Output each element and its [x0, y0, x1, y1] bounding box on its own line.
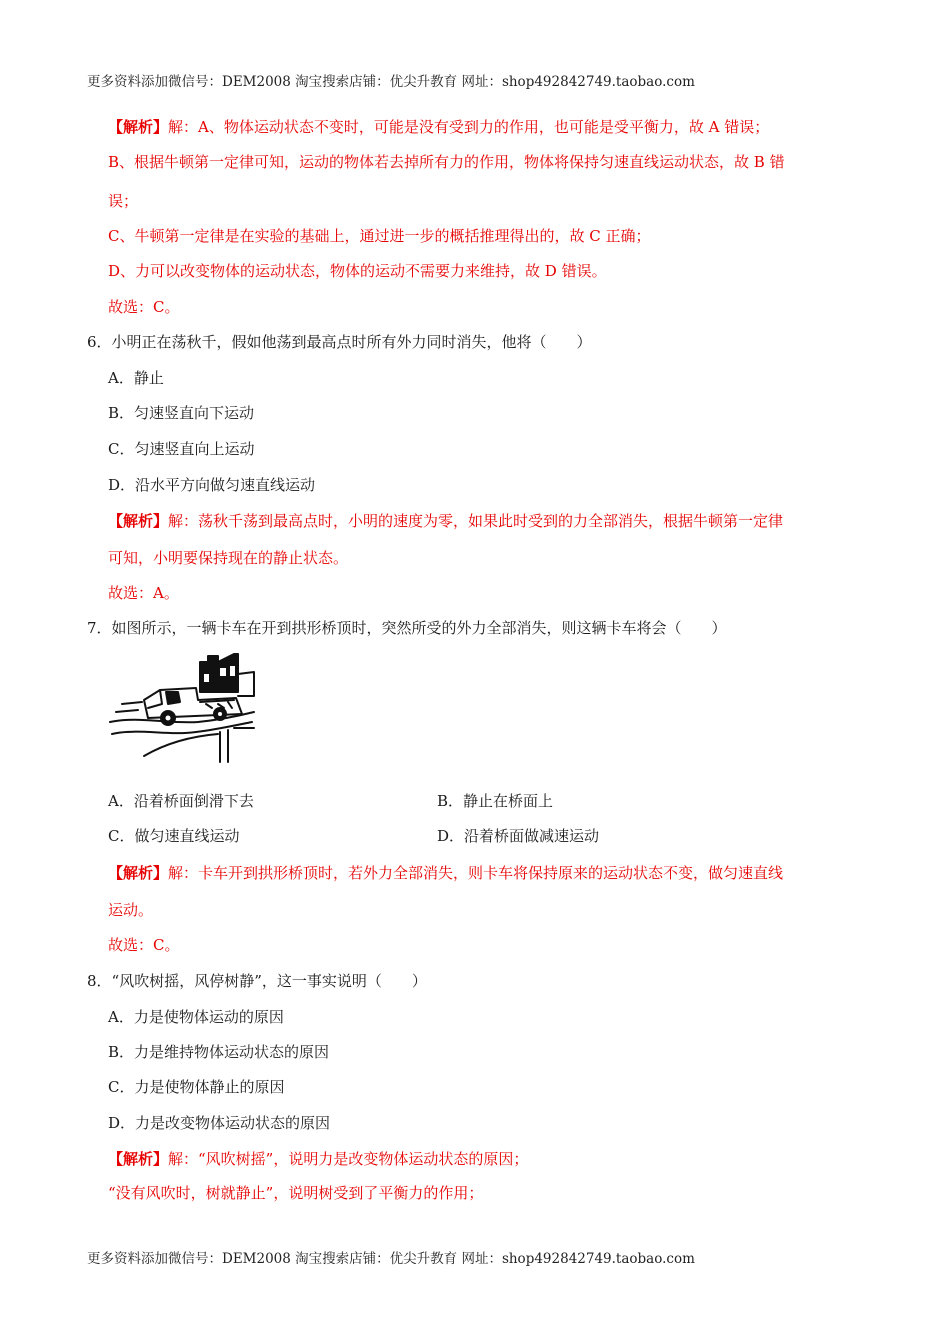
- q7-answer: 故选：C。: [108, 936, 180, 954]
- analysis-tag: 【解析】: [108, 864, 169, 882]
- q7-option-d: D．沿着桥面做减速运动: [437, 827, 600, 845]
- q5-analysis-line-5: D、力可以改变物体的运动状态，物体的运动不需要力来维持，故 D 错误。: [108, 262, 607, 280]
- q8-analysis-line-2: “没有风吹时，树就静止”，说明树受到了平衡力的作用；: [108, 1184, 484, 1202]
- q7-stem: 7．如图所示，一辆卡车在开到拱形桥顶时，突然所受的外力全部消失，则这辆卡车将会（ ）: [87, 619, 727, 637]
- q7-option-a: A．沿着桥面倒滑下去: [108, 792, 254, 810]
- q6-analysis-line-2: 可知，小明要保持现在的静止状态。: [108, 549, 349, 567]
- q7-analysis-line-1: [108, 863, 783, 883]
- q5-analysis-line-2: B、根据牛顿第一定律可知，运动的物体若去掉所有力的作用，物体将保持匀速直线运动状态，故 B 错: [108, 153, 785, 171]
- q6-option-c: C．匀速竖直向上运动: [108, 440, 255, 458]
- q7-option-c: C．做匀速直线运动: [108, 827, 240, 845]
- truck-on-arch-bridge-figure: [108, 652, 258, 764]
- q8-analysis-line-1: [108, 1149, 528, 1169]
- analysis-text: 解：卡车开到拱形桥顶时，若外力全部消失，则卡车将保持原来的运动状态不变，做匀速直线: [168, 864, 784, 882]
- q5-analysis-line-1: [108, 117, 769, 137]
- q8-option-c: C．力是使物体静止的原因: [108, 1078, 285, 1096]
- q5-analysis-line-3: 误；: [108, 192, 139, 210]
- q8-option-a: A．力是使物体运动的原因: [108, 1008, 284, 1026]
- q6-analysis-line-1: [108, 511, 783, 531]
- analysis-text: 解：“风吹树摇”，说明力是改变物体运动状态的原因；: [168, 1150, 529, 1168]
- q6-answer: 故选：A。: [108, 584, 179, 602]
- q5-analysis-line-4: C、牛顿第一定律是在实验的基础上，通过进一步的概括推理得出的，故 C 正确；: [108, 227, 651, 245]
- q6-stem: 6．小明正在荡秋千，假如他荡到最高点时所有外力同时消失，他将（ ）: [87, 333, 592, 351]
- analysis-text: 解：A、物体运动状态不变时，可能是没有受到力的作用，也可能是受平衡力，故 A 错误；: [168, 118, 770, 136]
- q6-option-b: B．匀速竖直向下运动: [108, 404, 255, 422]
- analysis-tag: 【解析】: [108, 118, 169, 136]
- analysis-text: 解：荡秋千荡到最高点时，小明的速度为零，如果此时受到的力全部消失，根据牛顿第一定律: [168, 512, 784, 530]
- page-header: 更多资料添加微信号：DEM2008 淘宝搜索店铺：优尖升教育 网址：shop492842749.taobao.com: [87, 74, 695, 90]
- q7-option-b: B．静止在桥面上: [437, 792, 554, 810]
- q6-option-d: D．沿水平方向做匀速直线运动: [108, 476, 316, 494]
- q6-option-a: A．静止: [108, 369, 164, 387]
- q5-answer: 故选：C。: [108, 298, 180, 316]
- q7-analysis-line-2: 运动。: [108, 901, 154, 919]
- q8-stem: 8．“风吹树摇，风停树静”，这一事实说明（ ）: [87, 972, 427, 990]
- analysis-tag: 【解析】: [108, 512, 169, 530]
- q8-option-d: D．力是改变物体运动状态的原因: [108, 1114, 331, 1132]
- page-footer: 更多资料添加微信号：DEM2008 淘宝搜索店铺：优尖升教育 网址：shop492842749.taobao.com: [87, 1251, 695, 1267]
- analysis-tag: 【解析】: [108, 1150, 169, 1168]
- q8-option-b: B．力是维持物体运动状态的原因: [108, 1043, 330, 1061]
